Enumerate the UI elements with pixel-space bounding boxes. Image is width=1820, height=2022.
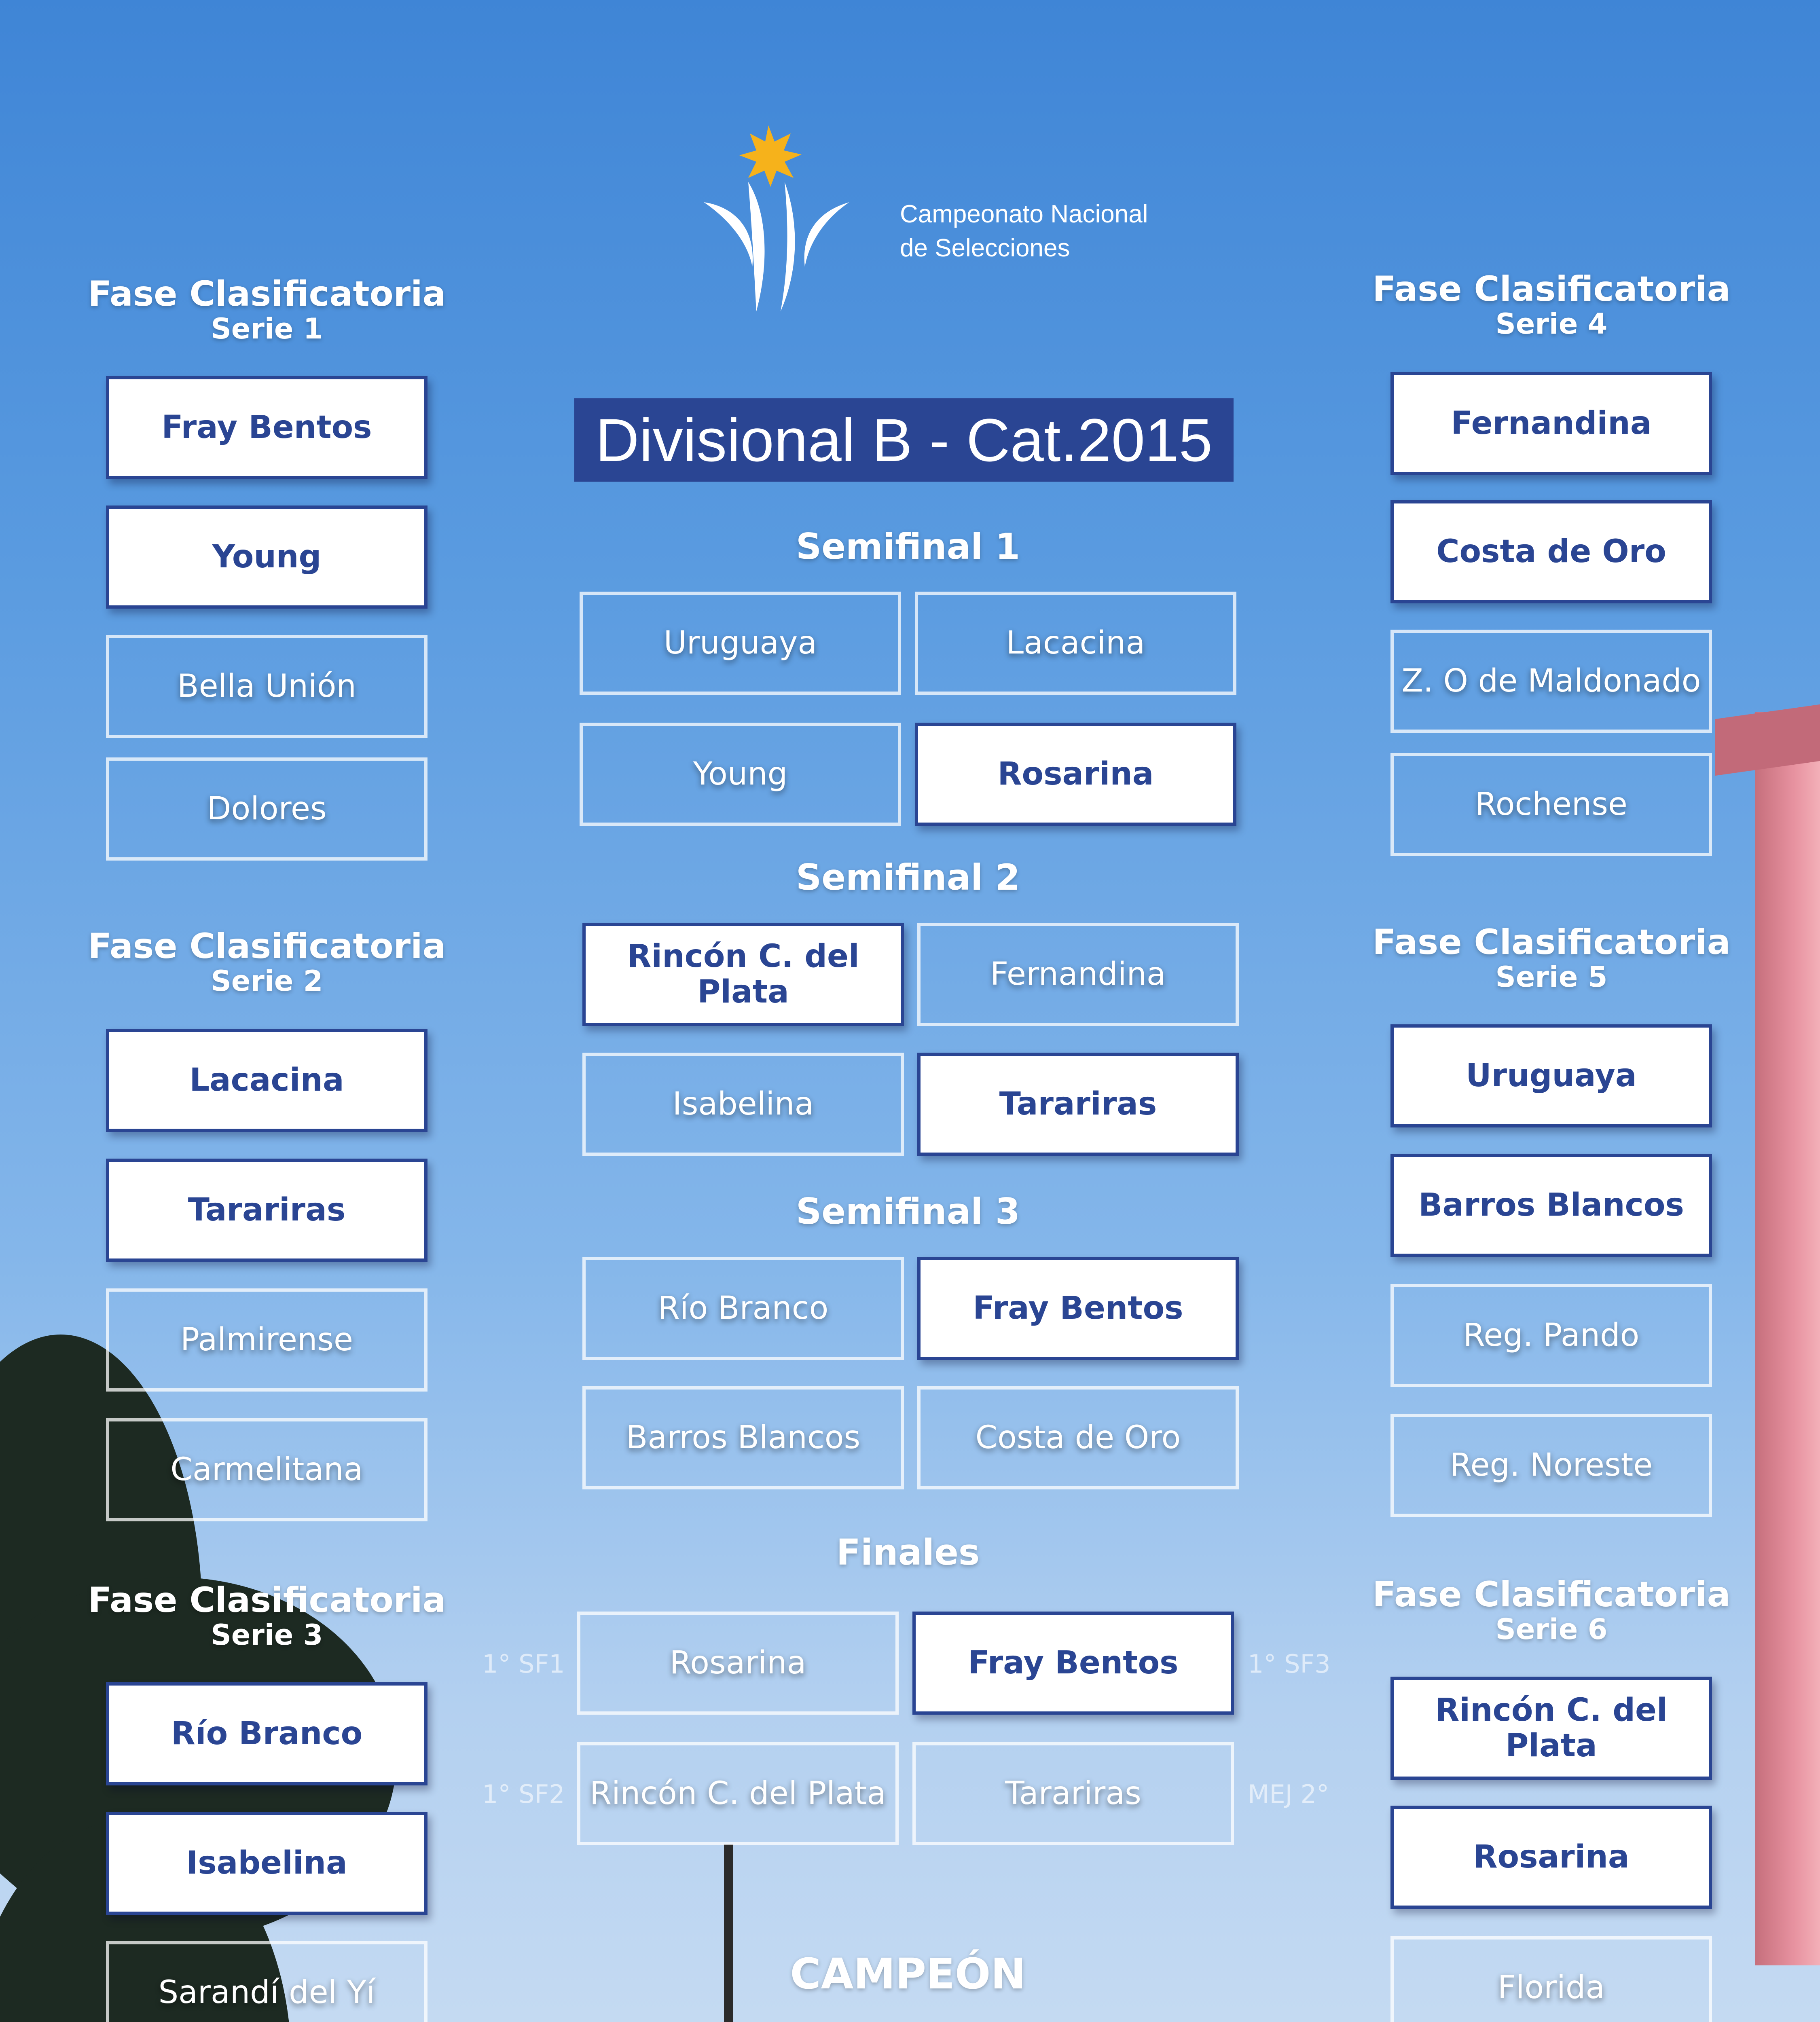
team-box: Costa de Oro (917, 1386, 1239, 1489)
serie1-heading: Fase Clasificatoria Serie 1 (88, 274, 446, 345)
seed-label: MEJ 2° (1248, 1779, 1329, 1809)
team-box: Fray Bentos (106, 376, 427, 479)
team-box: Bella Unión (106, 635, 427, 738)
team-box: Tarariras (106, 1159, 427, 1262)
team-box: Lacacina (915, 592, 1236, 695)
sun-star-icon (739, 125, 802, 187)
team-box: Uruguaya (580, 592, 901, 695)
finals-title: Finales (836, 1531, 980, 1573)
serie6-heading: Fase Clasificatoria Serie 6 (1372, 1574, 1731, 1646)
team-box: Rosarina (915, 723, 1236, 826)
semifinal-2-title: Semifinal 2 (796, 857, 1020, 898)
semifinal-3-title: Semifinal 3 (796, 1191, 1020, 1232)
serie2-heading: Fase Clasificatoria Serie 2 (88, 926, 446, 998)
team-box: Carmelitana (106, 1418, 427, 1521)
team-box: Z. O de Maldonado (1390, 630, 1712, 733)
team-box: Tarariras (912, 1742, 1234, 1845)
team-box: Dolores (106, 757, 427, 861)
team-box: Florida (1390, 1936, 1712, 2022)
team-box: Sarandí del Yí (106, 1941, 427, 2022)
serie3-heading: Fase Clasificatoria Serie 3 (88, 1580, 446, 1652)
building-pillar (1755, 712, 1820, 1965)
team-box: Río Branco (106, 1682, 427, 1785)
team-box: Rincón C. del Plata (1390, 1677, 1712, 1780)
team-box: Rosarina (577, 1612, 899, 1715)
team-box: Lacacina (106, 1029, 427, 1132)
team-box: Fernandina (917, 923, 1239, 1026)
team-box: Young (106, 506, 427, 609)
team-box: Fernandina (1390, 372, 1712, 475)
team-box: Rosarina (1390, 1806, 1712, 1909)
team-box: Tarariras (917, 1053, 1239, 1156)
champion-label: CAMPEÓN (790, 1949, 1026, 1999)
team-box: Rochense (1390, 753, 1712, 856)
team-box: Young (580, 723, 901, 826)
team-box: Fray Bentos (912, 1612, 1234, 1715)
team-box: Barros Blancos (582, 1386, 904, 1489)
page-title: Divisional B - Cat.2015 (574, 398, 1234, 482)
team-box: Reg. Pando (1390, 1284, 1712, 1387)
team-box: Isabelina (582, 1053, 904, 1156)
team-box: Isabelina (106, 1812, 427, 1915)
team-box: Rincón C. del Plata (577, 1742, 899, 1845)
team-box: Barros Blancos (1390, 1154, 1712, 1257)
team-box: Río Branco (582, 1257, 904, 1360)
team-box: Fray Bentos (917, 1257, 1239, 1360)
team-box: Uruguaya (1390, 1024, 1712, 1127)
semifinal-1-title: Semifinal 1 (796, 526, 1020, 567)
seed-label: 1° SF2 (482, 1779, 565, 1809)
team-box: Rincón C. del Plata (582, 923, 904, 1026)
organizer-name: Campeonato Nacional de Selecciones (900, 200, 1148, 262)
seed-label: 1° SF1 (482, 1649, 565, 1679)
serie5-heading: Fase Clasificatoria Serie 5 (1372, 922, 1731, 994)
seed-label: 1° SF3 (1248, 1649, 1331, 1679)
team-box: Reg. Noreste (1390, 1414, 1712, 1517)
team-box: Palmirense (106, 1288, 427, 1392)
serie4-heading: Fase Clasificatoria Serie 4 (1372, 269, 1731, 341)
team-box: Costa de Oro (1390, 500, 1712, 603)
tournament-logo (688, 121, 866, 315)
